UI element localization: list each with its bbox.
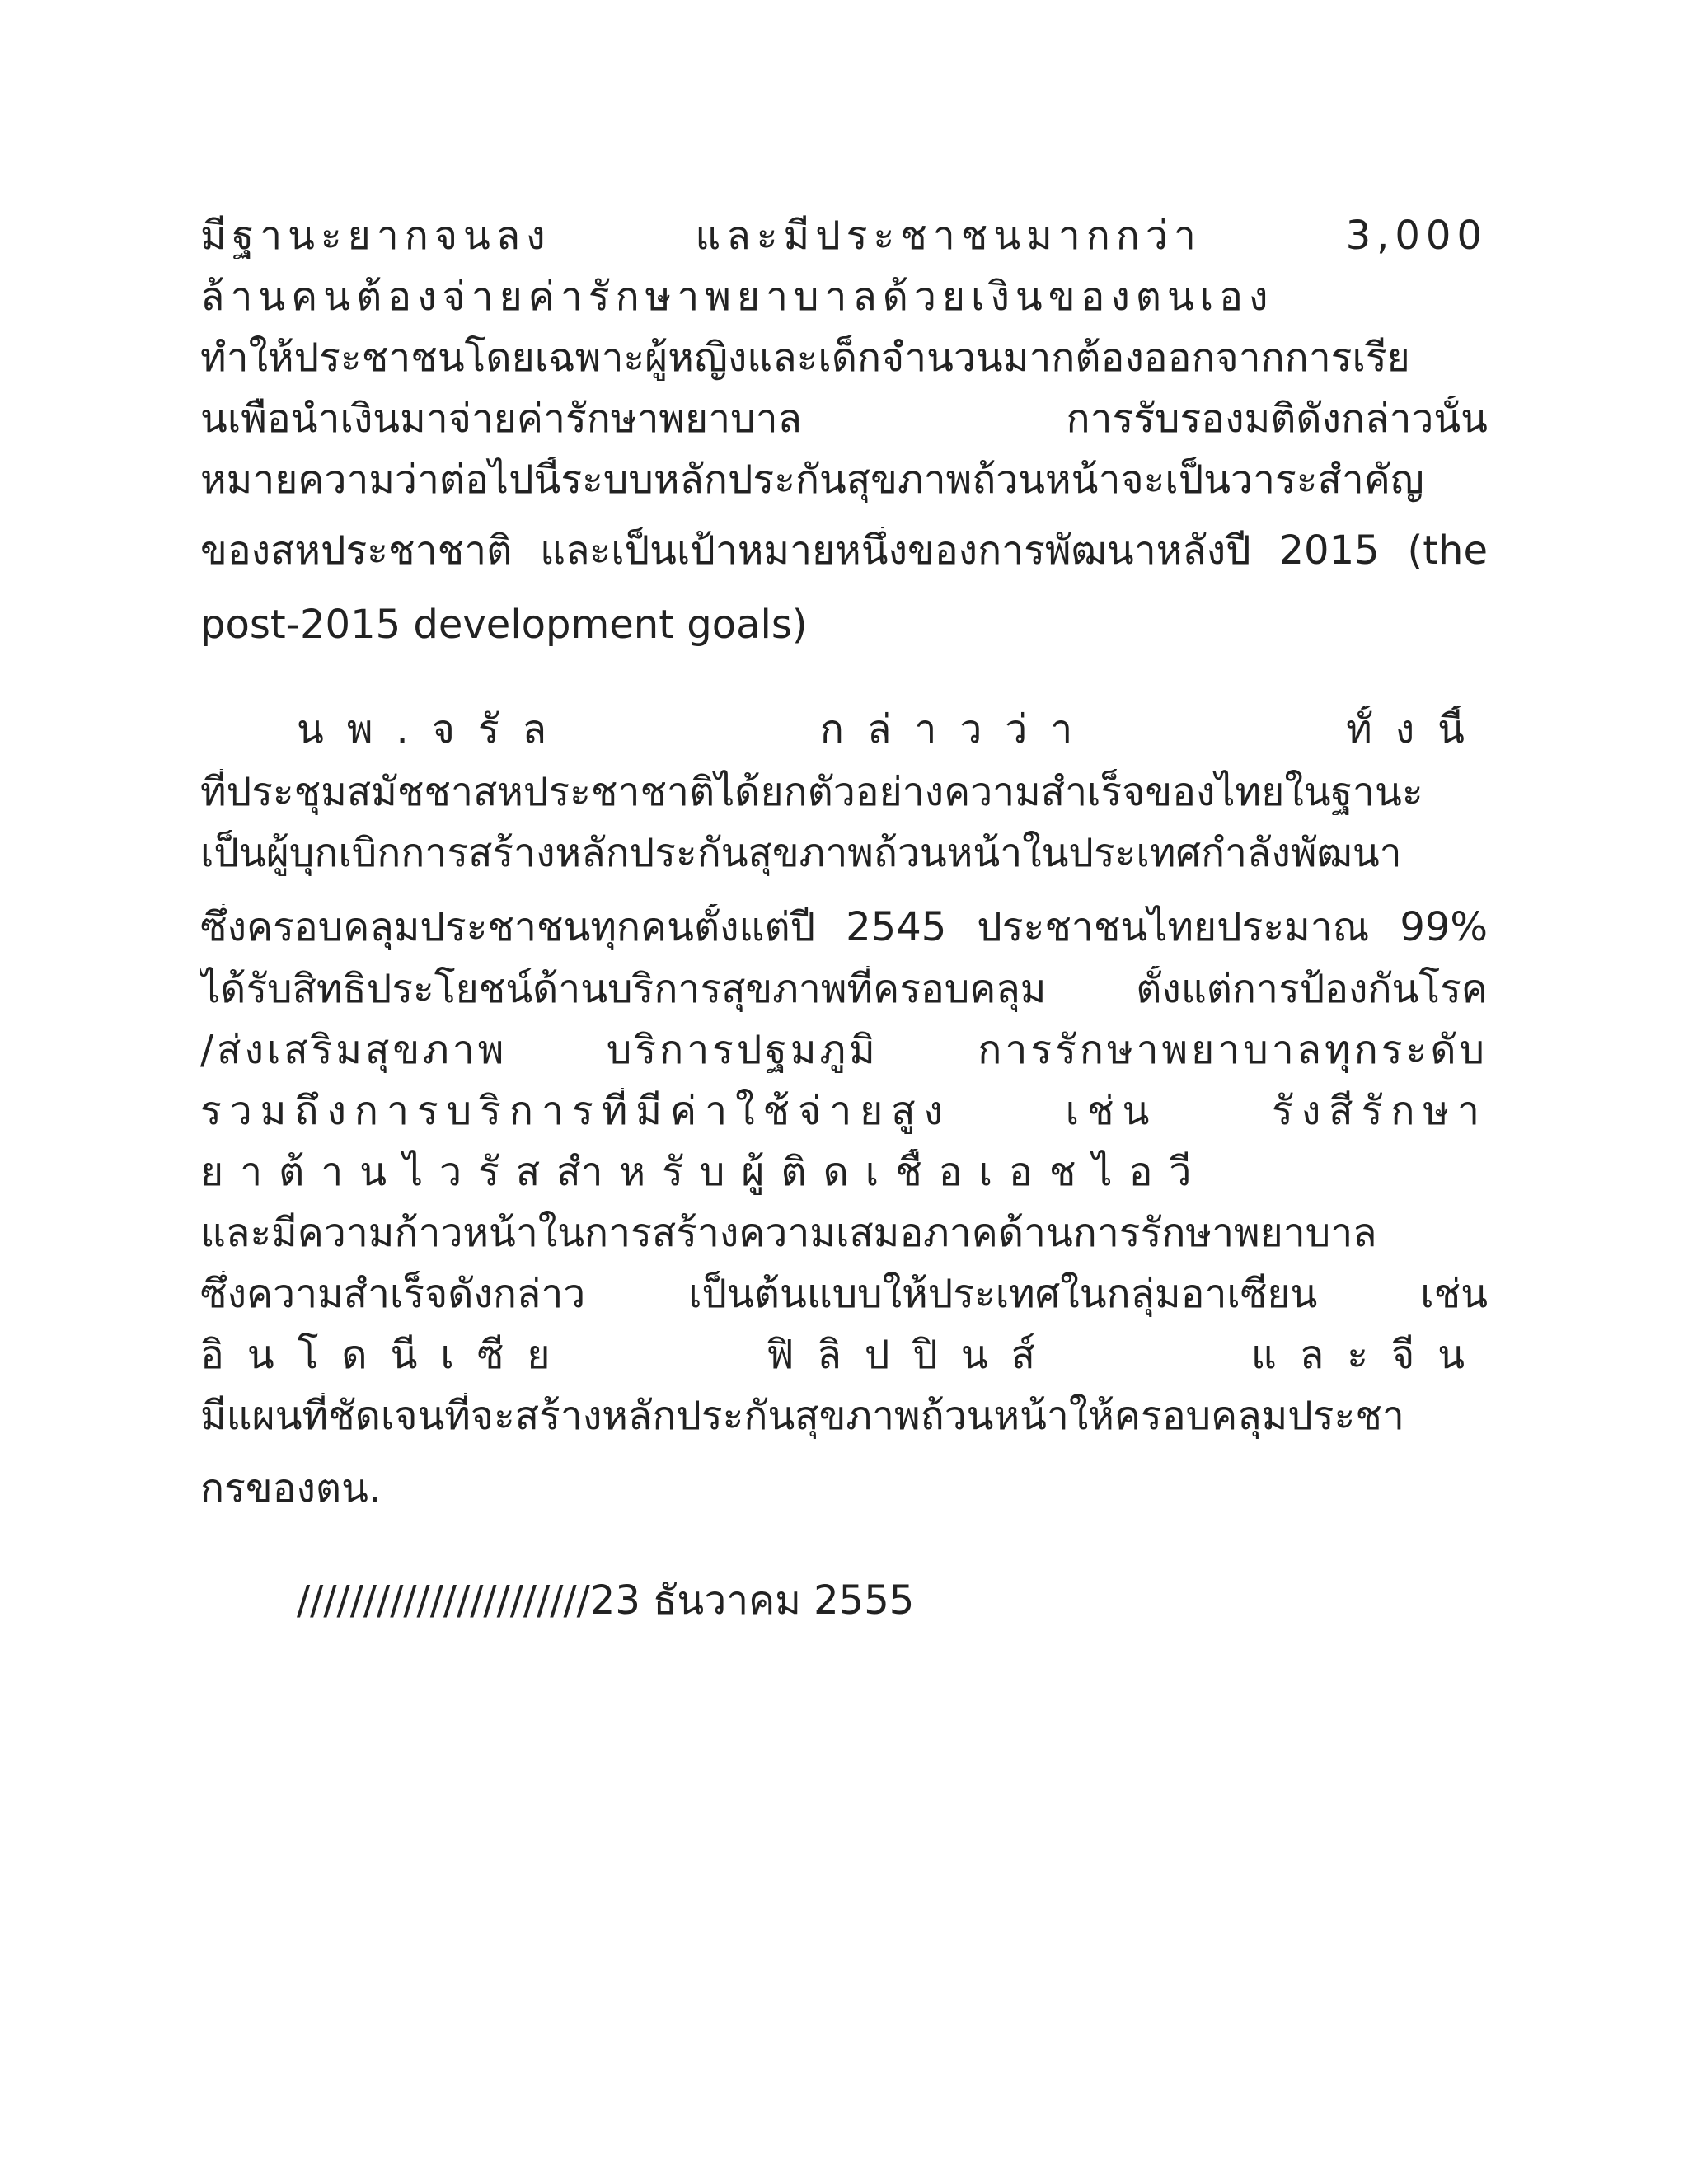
paragraph-2-line-7: รวมถึงการบริการที่มีค่าใช้จ่ายสูง เช่น รังสีรักษา [200,1088,1488,1134]
paragraph-1-line-5: หมายความว่าต่อไปนี้ระบบหลักประกันสุขภาพถ้วนหน้าจะเป็นวาระสำคัญ [200,457,1424,503]
paragraph-2-line-2: ที่ประชุมสมัชชาสหประชาชาติได้ยกตัวอย่างความสำเร็จของไทยในฐานะ [200,769,1423,815]
paragraph-2-line-5: ได้รับสิทธิประโยชน์ด้านบริการสุขภาพที่ครอบคลุม ตั้งแต่การป้องกันโรค [200,966,1488,1012]
paragraph-2-line-6: /ส่งเสริมสุขภาพ บริการปฐมภูมิ การรักษาพยาบาลทุกระดับ [200,1027,1488,1073]
paragraph-2-line-13: กรของตน. [200,1465,382,1511]
date-line: //////////////////////23 ธันวาคม 2555 [297,1577,915,1624]
paragraph-2-line-4: ซึ่งครอบคลุมประชาชนทุกคนตั้งแต่ปี 2545 ประชาชนไทยประมาณ 99% [200,904,1488,950]
paragraph-2-line-1: นพ.จรัล กล่าวว่า ทั้งนี้ [297,706,1488,752]
paragraph-1-line-3: ทำให้ประชาชนโดยเฉพาะผู้หญิงและเด็กจำนวนมากต้องออกจากการเรีย [200,335,1410,381]
paragraph-1-line-1: มีฐานะยากจนลง และมีประชาชนมากกว่า 3,000 [200,213,1488,259]
paragraph-2-line-3: เป็นผู้บุกเบิกการสร้างหลักประกันสุขภาพถ้วนหน้าในประเทศกำลังพัฒนา [200,830,1402,876]
paragraph-2-line-12: มีแผนที่ชัดเจนที่จะสร้างหลักประกันสุขภาพถ้วนหน้าให้ครอบคลุมประชา [200,1393,1404,1439]
paragraph-1-line-4: นเพื่อนำเงินมาจ่ายค่ารักษาพยาบาล การรับรองมติดังกล่าวนั้น [200,396,1488,442]
paragraph-2-line-10: ซึ่งความสำเร็จดังกล่าว เป็นต้นแบบให้ประเทศในกลุ่มอาเซียน เช่น [200,1271,1488,1317]
paragraph-1-line-2: ล้านคนต้องจ่ายค่ารักษาพยาบาลด้วยเงินของตนเอง [200,274,1274,320]
paragraph-1-line-6: ของสหประชาชาติ และเป็นเป้าหมายหนึ่งของการพัฒนาหลังปี 2015 (the [200,527,1488,574]
paragraph-2-line-8: ยาต้านไวรัสสำหรับผู้ติดเชื้อเอชไอวี [200,1149,1208,1195]
paragraph-2-line-11: อินโดนีเซีย ฟิลิปปินส์ และจีน [200,1332,1488,1378]
paragraph-2-line-9: และมีความก้าวหน้าในการสร้างความเสมอภาคด้านการรักษาพยาบาล [200,1210,1377,1256]
paragraph-1-line-7: post-2015 development goals) [200,602,808,648]
